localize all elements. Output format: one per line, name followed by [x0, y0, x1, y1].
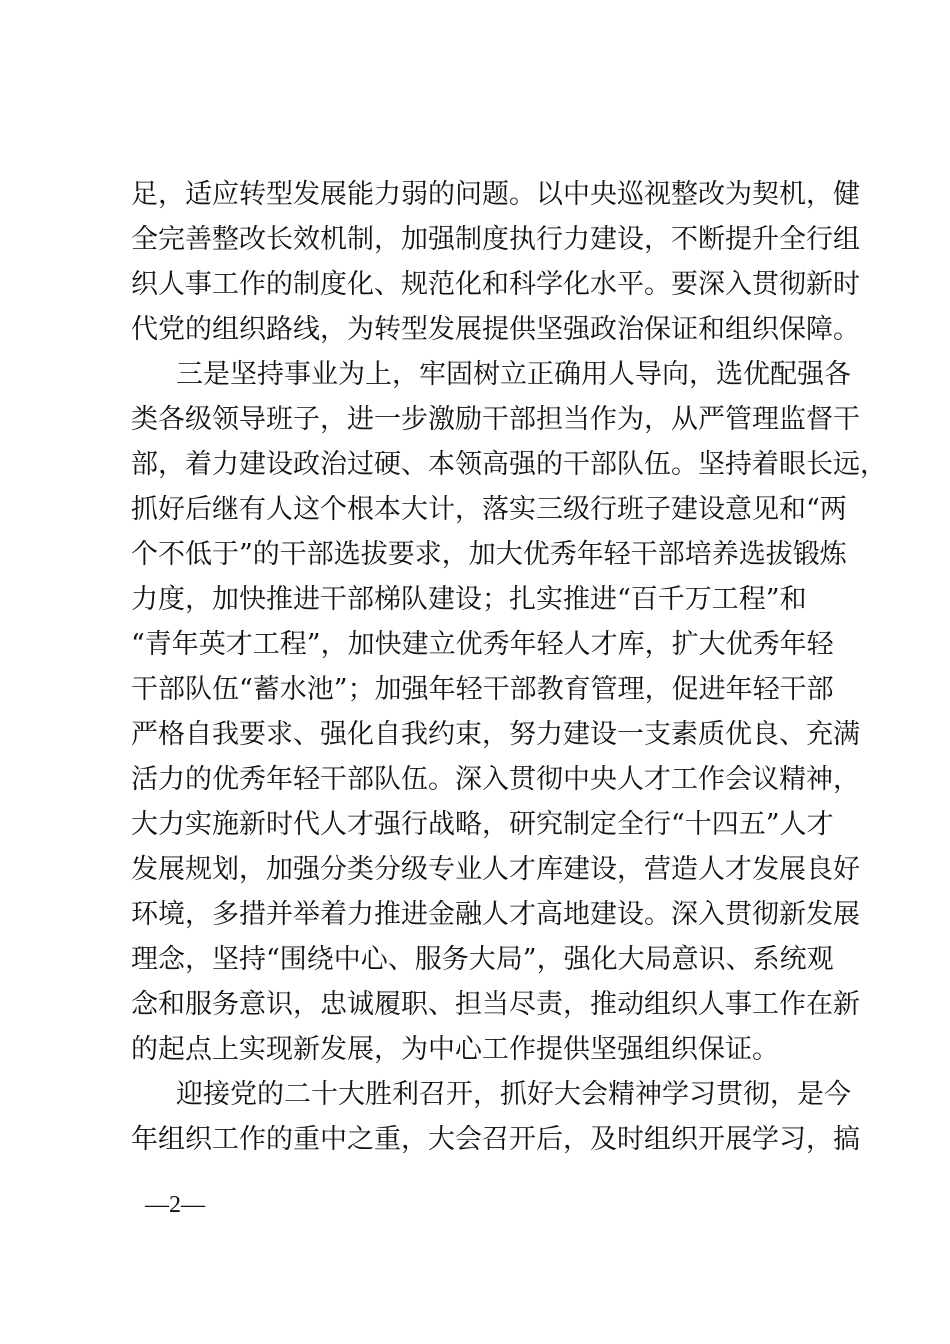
text-line: 的起点上实现新发展，为中心工作提供坚强组织保证。 [131, 1034, 779, 1065]
page-number: —2— [145, 1192, 205, 1218]
text-line: 部，着力建设政治过硬、本领高强的干部队伍。坚持着眼长远， [131, 449, 887, 480]
text-line: 念和服务意识，忠诚履职、担当尽责，推动组织人事工作在新 [131, 989, 860, 1020]
text-line: 活力的优秀年轻干部队伍。深入贯彻中央人才工作会议精神， [131, 764, 860, 795]
text-line: 抓好后继有人这个根本大计，落实三级行班子建设意见和“两 [131, 494, 847, 525]
text-line: 发展规划，加强分类分级专业人才库建设，营造人才发展良好 [131, 854, 860, 885]
text-line: “青年英才工程”，加快建立优秀年轻人才库，扩大优秀年轻 [131, 629, 834, 660]
text-line: 大力实施新时代人才强行战略，研究制定全行“十四五”人才 [131, 809, 834, 840]
text-line: 个不低于”的干部选拔要求，加大优秀年轻干部培养选拔锻炼 [131, 539, 847, 570]
text-line: 理念，坚持“围绕中心、服务大局”，强化大局意识、系统观 [131, 944, 834, 975]
text-line: 环境，多措并举着力推进金融人才高地建设。深入贯彻新发展 [131, 899, 860, 930]
text-line: 代党的组织路线，为转型发展提供坚强政治保证和组织保障。 [131, 314, 860, 345]
text-line: 足，适应转型发展能力弱的问题。以中央巡视整改为契机，健 [131, 179, 860, 210]
text-line: 干部队伍“蓄水池”；加强年轻干部教育管理，促进年轻干部 [131, 674, 834, 705]
text-line: 三是坚持事业为上，牢固树立正确用人导向，选优配强各 [176, 359, 851, 390]
text-line: 严格自我要求、强化自我约束，努力建设一支素质优良、充满 [131, 719, 860, 750]
text-line: 类各级领导班子，进一步激励干部担当作为，从严管理监督干 [131, 404, 860, 435]
text-line: 年组织工作的重中之重，大会召开后，及时组织开展学习，搞 [131, 1124, 860, 1155]
text-line: 迎接党的二十大胜利召开，抓好大会精神学习贯彻，是今 [176, 1079, 851, 1110]
text-line: 全完善整改长效机制，加强制度执行力建设，不断提升全行组 [131, 224, 860, 255]
text-line: 力度，加快推进干部梯队建设；扎实推进“百千万工程”和 [131, 584, 807, 615]
text-line: 织人事工作的制度化、规范化和科学化水平。要深入贯彻新时 [131, 269, 860, 300]
